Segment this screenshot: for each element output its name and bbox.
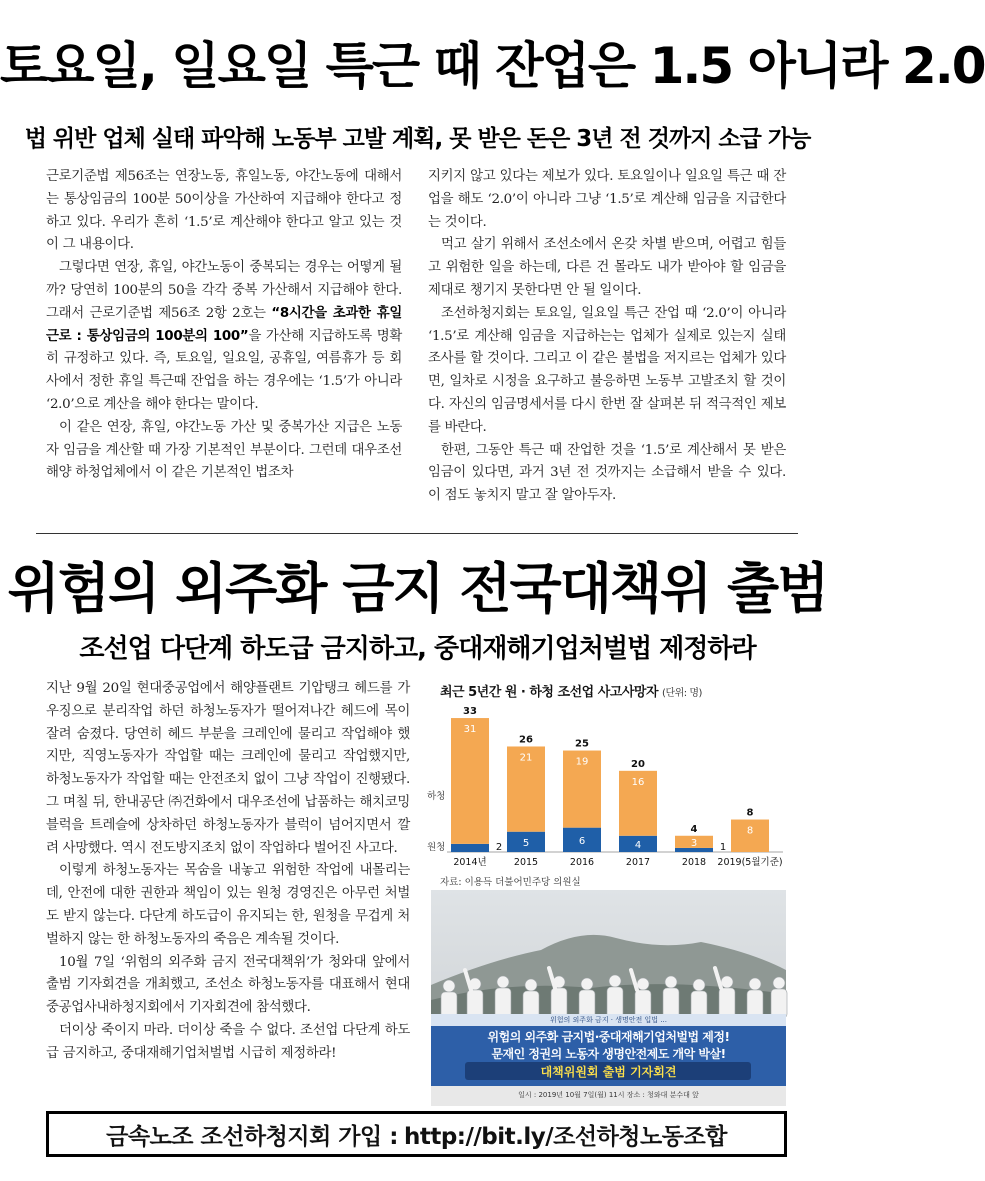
banner-line-2: 문재인 정권의 노동자 생명안전제도 개악 박살!	[491, 1047, 726, 1061]
bar-label-hachung: 19	[575, 756, 589, 768]
bar-label-wonchung: 1	[719, 842, 727, 853]
bar-label-wonchung: 5	[522, 837, 530, 849]
bar-label-hachung: 21	[519, 752, 533, 764]
paragraph: 먹고 살기 위해서 조선소에서 온갖 차별 받으며, 어렵고 힘들고 위험한 일을 하는데, 다른 건 몰라도 내가 받아야 할 임금을 제대로 챙기지 못한다면 안 될 일이다.	[428, 237, 786, 298]
paragraph: 이 같은 연장, 휴일, 야간노동 가산 및 중복가산 지급은 노동자 임금을 계산할 때 가장 기본적인 부분이다. 그런데 대우조선해양 하청업체에서 이 같은 기본적인 법조차	[46, 419, 402, 481]
bar-total-label: 26	[519, 734, 533, 746]
category-tick-label: 2018	[681, 857, 707, 868]
bar-label-hachung: 16	[631, 776, 645, 788]
bar-label-hachung: 31	[463, 724, 477, 736]
chart-source: 자료: 이용득 더불어민주당 의원실	[440, 877, 581, 888]
paragraph: 근로기준법 제56조는 연장노동, 휴일노동, 야간노동에 대해서는 통상임금의 100분 50이상을 가산하여 지급해야 한다고 정하고 있다. 우리가 흔히 ‘1.5’로 계산해야 한다고 알고 있는 것이 그 내용이다.	[46, 169, 402, 253]
bar-hachung	[451, 718, 489, 844]
paragraph	[46, 257, 402, 417]
bar-label-wonchung: 6	[578, 835, 586, 847]
bar-label-wonchung: 2	[495, 842, 503, 853]
category-tick-label: 2014년	[453, 857, 487, 868]
bar-total-label: 8	[746, 807, 754, 819]
bar-total-label: 25	[575, 738, 589, 750]
paragraph: 한편, 그동안 특근 때 잔업한 것을 ‘1.5’로 계산해서 못 받은 임금이 있다면, 과거 3년 전 것까지는 소급해서 받을 수 있다. 이 점도 놓치지 말고 잘 알아두자.	[428, 442, 786, 504]
paragraph: 더이상 죽이지 마라. 더이상 죽을 수 없다. 조선업 다단계 하도급 금지하고, 중대재해기업처벌법 시급히 제정하라!	[46, 1022, 410, 1061]
category-tick-label: 2019(5월기준)	[717, 857, 783, 868]
series-label-wonchung: 원청	[427, 842, 446, 853]
category-tick-label: 2016	[569, 857, 595, 868]
text-run: 그렇다면 연장, 휴일, 야간노동이 중복되는 경우는 어떻게 될까? 당연히 100분의 50을 각각 중복 가산해서 지급해야 한다. 그래서 근로기준법 제56조 2항 2호는	[46, 260, 402, 321]
bar-wonchung	[451, 844, 489, 852]
category-tick-label: 2015	[513, 857, 539, 868]
series-label-hachung: 하청	[427, 790, 446, 802]
paragraph: 이렇게 하청노동자는 목숨을 내놓고 위험한 작업에 내몰리는데, 안전에 대한 권한과 책임이 있는 원청 경영진은 아무런 처벌도 받지 않는다. 다단계 하도급이 유지되는 한, 원청을 무겁게 처벌하지 않는 한 하청노동자의 죽음은 계속될 것이다.	[46, 863, 410, 947]
chart-unit-note: (단위: 명)	[662, 688, 702, 699]
paragraph: 지난 9월 20일 현대중공업에서 해양플랜트 기압탱크 헤드를 가우징으로 분리작업 하던 하청노동자가 떨어져나간 헤드에 목이 잘려 숨졌다. 당연히 헤드 부분을 크레인에 물리고 작업해야 했지만, 직영노동자가 작업할 때는 크레인에 물리고 작업했지만, 하청노동자가 작업할 때는 안전조치 없이 그냥 작업이 진행됐다. 그 며칠 뒤, 한내공단 ㈜건화에서 대우조선에 납품하는 해치코밍블럭을 트레슬에 상차하던 하청노동자가 블럭이 넘어지면서 깔려 사망했다. 역시 전도방지조치 없이 작업하다 벌어진 사고다.	[46, 681, 410, 856]
bar-label-wonchung: 4	[634, 839, 642, 851]
footer-label: 금속노조 조선하청지회 가입 :	[106, 1123, 398, 1150]
section-divider	[36, 533, 798, 534]
article1-right-column	[428, 166, 786, 508]
union-join-banner	[46, 1111, 787, 1157]
bar-label-hachung: 3	[690, 837, 698, 849]
bar-total-label: 20	[631, 758, 645, 770]
banner-date: 일시 : 2019년 10월 7일(월) 11시 장소 : 청와대 분수대 앞	[518, 1091, 699, 1099]
article1-headline: 토요일, 일요일 특근 때 잔업은 1.5 아니라 2.0	[0, 37, 985, 95]
accident-death-chart	[425, 700, 785, 870]
article2-headline: 위험의 외주화 금지 전국대책위 출범	[7, 557, 828, 620]
bar-total-label: 4	[690, 823, 698, 835]
article1-left-column	[46, 166, 402, 485]
highlight-quote: “8시간을 초과한 휴일근로 : 통상임금의 100분의 100”	[46, 305, 402, 344]
article2-subheadline: 조선업 다단계 하도급 금지하고, 중대재해기업처벌법 제정하라	[79, 634, 756, 664]
press-conference-photo	[431, 890, 786, 1106]
article2-left-column	[46, 678, 410, 1066]
paragraph: 지키지 않고 있다는 제보가 있다. 토요일이나 일요일 특근 때 잔업을 해도 ‘2.0’이 아니라 그냥 ‘1.5’로 계산해 임금을 지급한다는 것이다.	[428, 169, 786, 230]
union-join-link[interactable]: http://bit.ly/조선하청노동조합	[403, 1123, 727, 1150]
chart-title-text: 최근 5년간 원 · 하청 조선업 사고사망자	[440, 685, 659, 700]
bar-label-hachung: 8	[746, 825, 754, 837]
paragraph: 조선하청지회는 토요일, 일요일 특근 잔업 때 ‘2.0’이 아니라 ‘1.5’로 계산해 임금을 지급하는는 업체가 실제로 있는지 실태조사를 할 것이다. 그리고 이 같은 불법을 저지르는 업체가 있다면, 일차로 시정을 요구하고 불응하면 노동부 고발조치 할 것이다. 자신의 임금명세서를 다시 한번 잘 살펴본 뒤 적극적인 제보를 바란다.	[428, 305, 786, 435]
banner-line-3: 대책위원회 출범 기자회견	[540, 1065, 677, 1079]
chart-title	[440, 681, 702, 700]
paragraph: 10월 7일 ‘위험의 외주화 금지 전국대책위’가 청와대 앞에서 출범 기자회견을 개최했고, 조선소 하청노동자를 대표해서 현대중공업사내하청지회에서 기자회견에 참석했다.	[46, 954, 410, 1016]
bar-total-label: 33	[463, 706, 477, 718]
article1-subheadline: 법 위반 업체 실태 파악해 노동부 고발 계획, 못 받은 돈은 3년 전 것까지 소급 가능	[24, 126, 811, 152]
banner-top-text: 위험의 외주화 금지 · 생명안전 입법 ...	[550, 1016, 667, 1024]
category-tick-label: 2017	[625, 857, 651, 868]
text-run: 을 가산해 지급하도록 명확히 규정하고 있다. 즉, 토요일, 일요일, 공휴일, 여름휴가 등 회사에서 정한 휴일 특근때 잔업을 하는 경우에는 ‘1.5’가 아니라 ‘2.0’으로 계산을 해야 한다는 말이다.	[46, 328, 403, 412]
banner-line-1: 위험의 외주화 금지법·중대재해기업처벌법 제정!	[487, 1030, 730, 1044]
